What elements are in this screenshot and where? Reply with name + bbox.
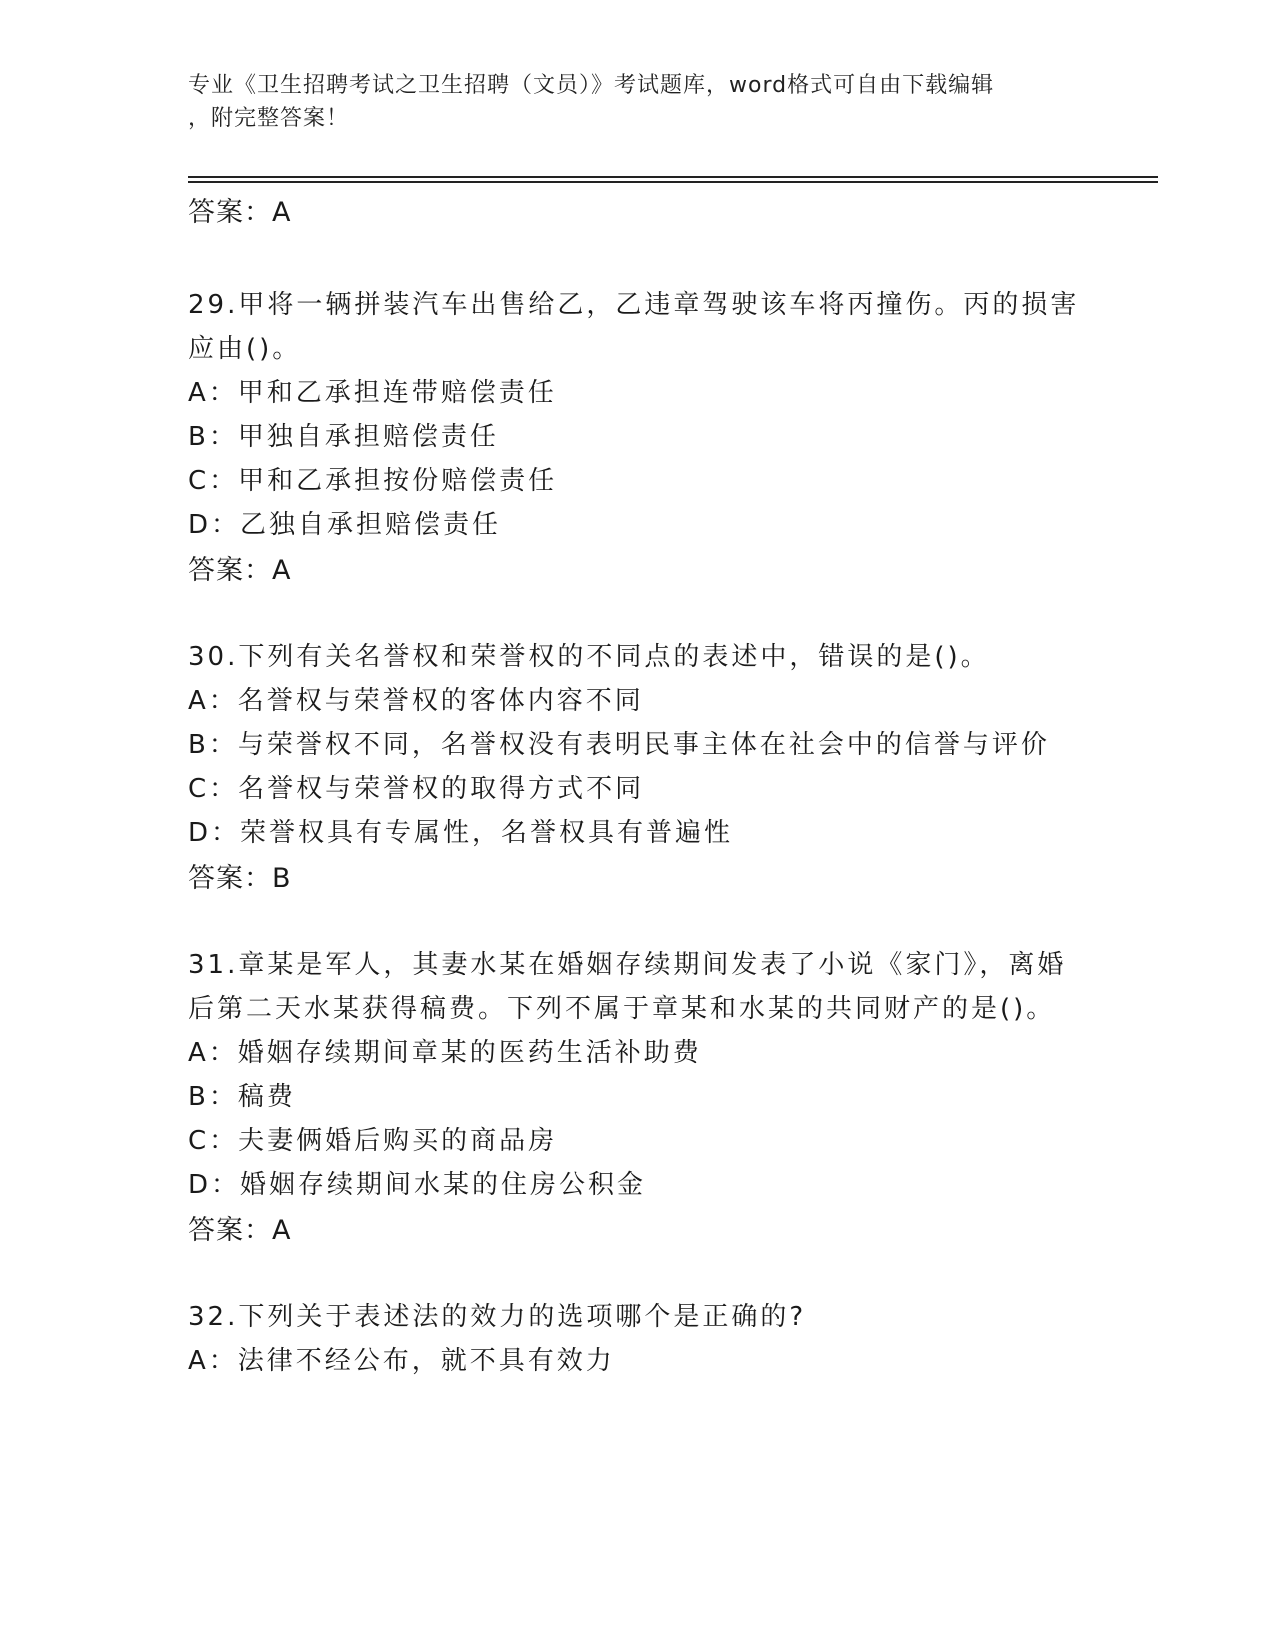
question-stem: 应由()。 <box>188 334 302 364</box>
question-stem: 31.章某是军人，其妻水某在婚姻存续期间发表了小说《家门》，离婚 <box>188 950 1067 980</box>
answer-line: 答案：A <box>188 555 292 586</box>
question-stem: 29.甲将一辆拼装汽车出售给乙，乙违章驾驶该车将丙撞伤。丙的损害 <box>188 290 1080 320</box>
option-c: C：甲和乙承担按份赔偿责任 <box>188 466 558 496</box>
answer-line: 答案：B <box>188 863 292 894</box>
option-c: C：夫妻俩婚后购买的商品房 <box>188 1126 558 1156</box>
option-a: A：法律不经公布，就不具有效力 <box>188 1346 615 1376</box>
option-a: A：甲和乙承担连带赔偿责任 <box>188 378 557 408</box>
answer-line: 答案：A <box>188 1215 292 1246</box>
header-line-1: 专业《卫生招聘考试之卫生招聘（文员）》考试题库，word格式可自由下载编辑 <box>188 73 995 98</box>
option-b: B：与荣誉权不同，名誉权没有表明民事主体在社会中的信誉与评价 <box>188 730 1050 760</box>
question-stem: 30.下列有关名誉权和荣誉权的不同点的表述中，错误的是()。 <box>188 642 990 672</box>
question-stem: 后第二天水某获得稿费。下列不属于章某和水某的共同财产的是()。 <box>188 994 1056 1024</box>
option-d: D：荣誉权具有专属性，名誉权具有普遍性 <box>188 818 734 848</box>
option-b: B：甲独自承担赔偿责任 <box>188 422 499 452</box>
option-b: B：稿费 <box>188 1082 296 1112</box>
option-d: D：婚姻存续期间水某的住房公积金 <box>188 1170 647 1200</box>
option-d: D：乙独自承担赔偿责任 <box>188 510 502 540</box>
header-rule-top <box>188 176 1158 178</box>
answer-line: 答案：A <box>188 197 292 228</box>
question-stem: 32.下列关于表述法的效力的选项哪个是正确的? <box>188 1302 807 1332</box>
header-line-2: ，附完整答案！ <box>188 106 350 131</box>
header-rule-bottom <box>188 181 1158 183</box>
option-a: A：名誉权与荣誉权的客体内容不同 <box>188 686 644 716</box>
option-c: C：名誉权与荣誉权的取得方式不同 <box>188 774 645 804</box>
option-a: A：婚姻存续期间章某的医药生活补助费 <box>188 1038 702 1068</box>
